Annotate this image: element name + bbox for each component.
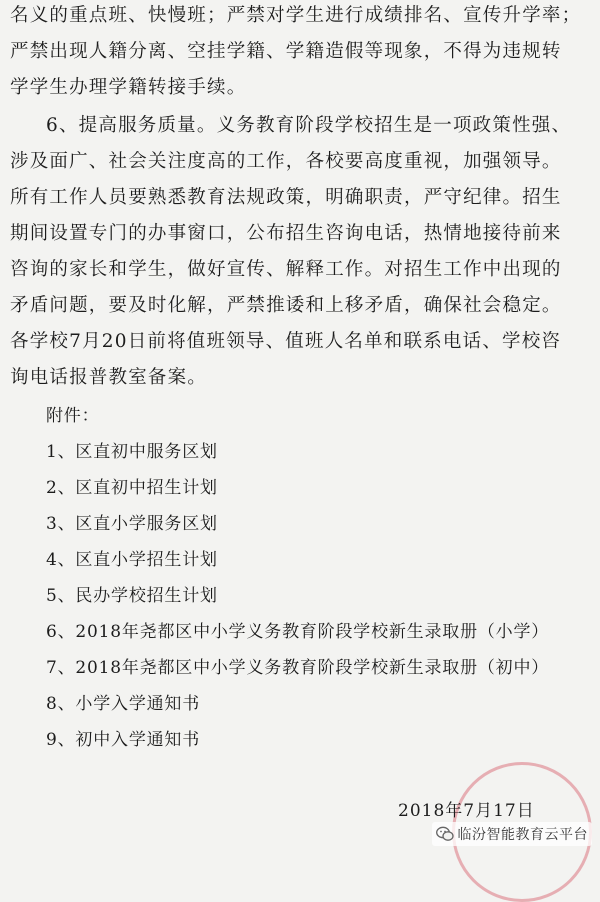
attachment-item: 1、区直初中服务区划 bbox=[46, 442, 218, 462]
attachment-item: 7、2018年尧都区中小学义务教育阶段学校新生录取册（初中） bbox=[46, 658, 550, 678]
body-line: 咨询的家长和学生，做好宣传、解释工作。对招生工作中出现的 bbox=[10, 259, 562, 280]
attachment-item: 4、区直小学招生计划 bbox=[46, 550, 218, 570]
body-line: 学学生办理学籍转接手续。 bbox=[10, 77, 247, 98]
attachment-item: 3、区直小学服务区划 bbox=[46, 514, 218, 534]
attachment-item: 5、民办学校招生计划 bbox=[46, 586, 218, 606]
body-line: 名义的重点班、快慢班；严禁对学生进行成绩排名、宣传升学率； bbox=[10, 5, 582, 26]
body-line: 6、提高服务质量。义务教育阶段学校招生是一项政策性强、 bbox=[46, 115, 572, 136]
body-line: 涉及面广、社会关注度高的工作，各校要高度重视，加强领导。 bbox=[10, 151, 562, 172]
body-line: 所有工作人员要熟悉教育法规政策，明确职责，严守纪律。招生 bbox=[10, 187, 562, 208]
body-line: 严禁出现人籍分离、空挂学籍、学籍造假等现象，不得为违规转 bbox=[10, 41, 562, 62]
watermark bbox=[432, 822, 593, 846]
attachment-item: 6、2018年尧都区中小学义务教育阶段学校新生录取册（小学） bbox=[46, 622, 550, 642]
attachment-item: 9、初中入学通知书 bbox=[46, 730, 201, 750]
body-line: 期间设置专门的办事窗口，公布招生咨询电话，热情地接待前来 bbox=[10, 223, 562, 244]
attachment-item: 8、小学入学通知书 bbox=[46, 694, 201, 714]
body-line: 各学校7月20日前将值班领导、值班人名单和联系电话、学校咨 bbox=[10, 331, 562, 352]
wechat-icon bbox=[436, 826, 454, 842]
attachments-label: 附件： bbox=[46, 406, 100, 426]
document-date: 2018年7月17日 bbox=[398, 801, 535, 821]
watermark-text: 临汾智能教育云平台 bbox=[457, 827, 588, 843]
body-line: 询电话报普教室备案。 bbox=[10, 367, 208, 388]
body-line: 矛盾问题，要及时化解，严禁推诿和上移矛盾，确保社会稳定。 bbox=[10, 295, 562, 316]
attachment-item: 2、区直初中招生计划 bbox=[46, 478, 218, 498]
